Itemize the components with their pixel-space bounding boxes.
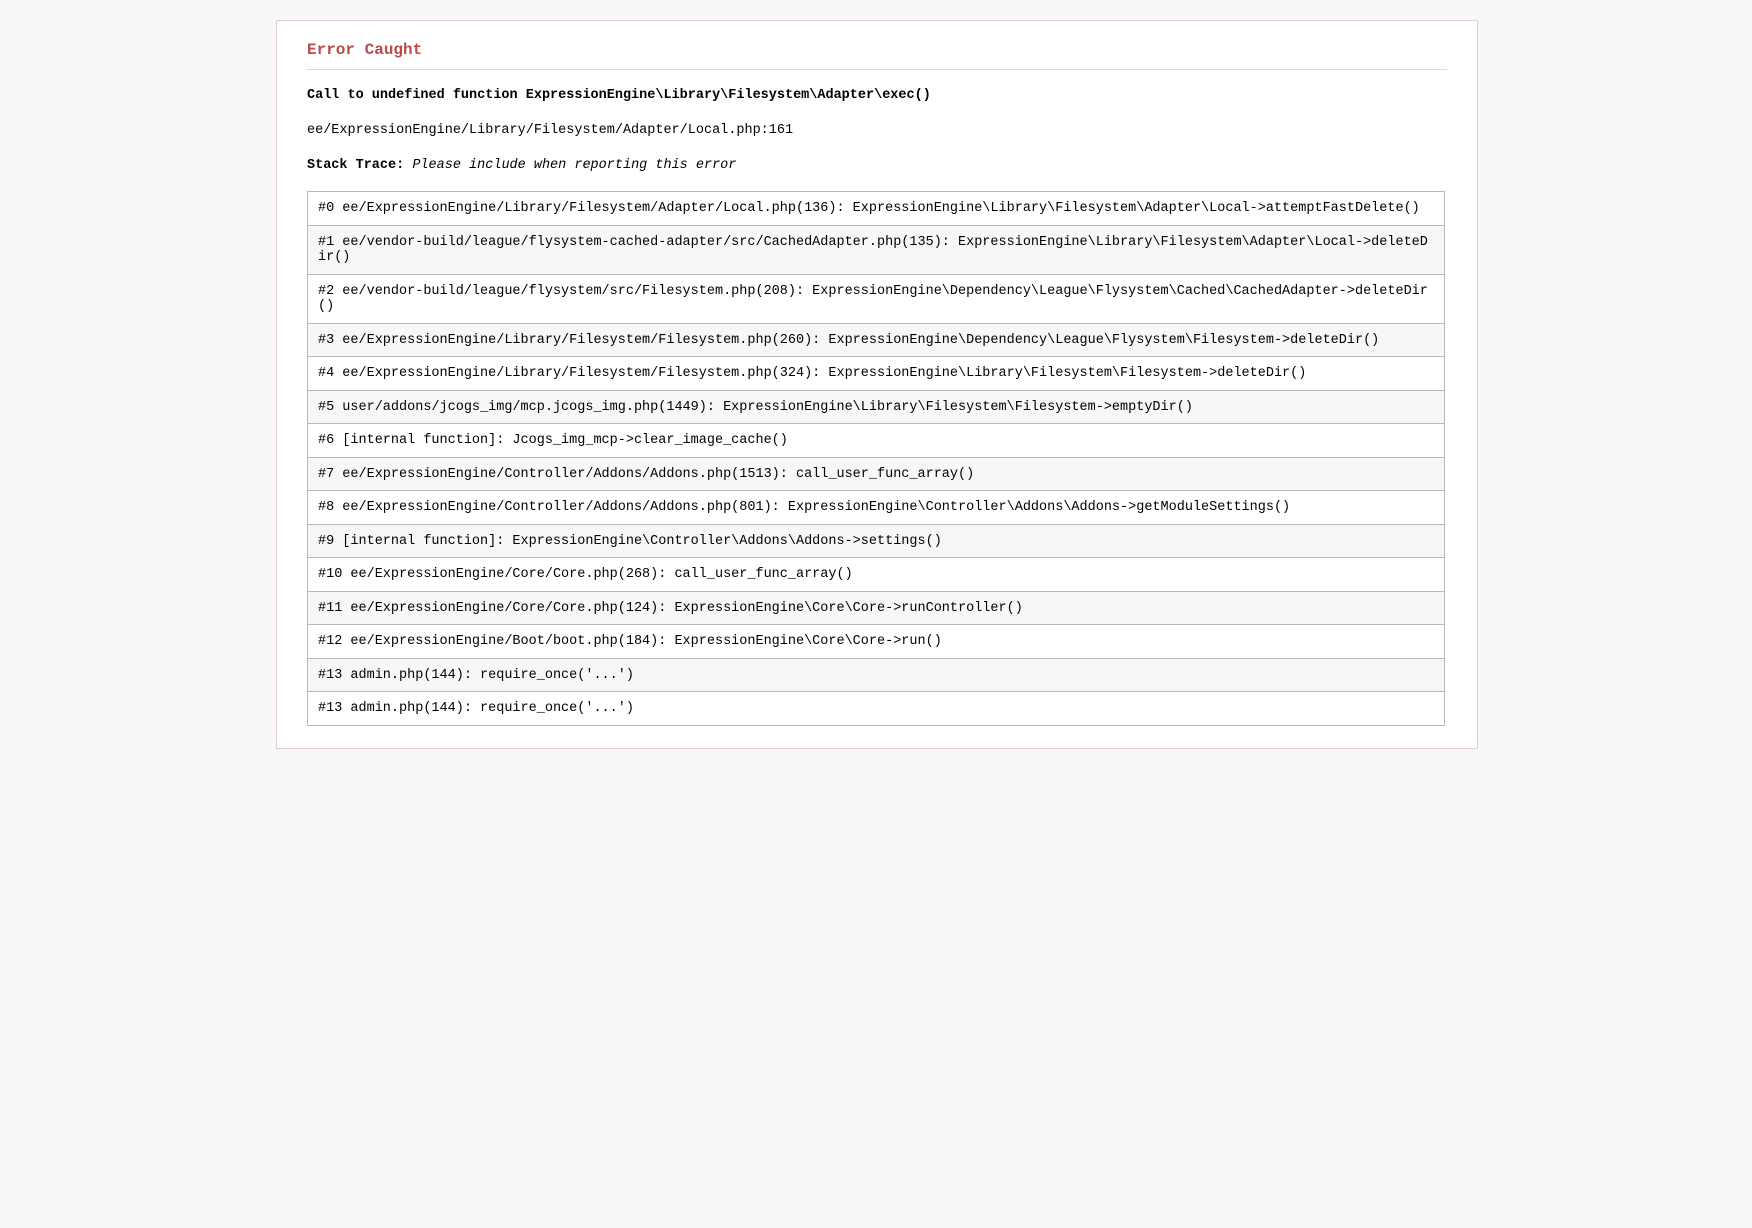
error-location: ee/ExpressionEngine/Library/Filesystem/Adapter/Local.php:161 <box>307 123 794 138</box>
stack-trace-row: #12 ee/ExpressionEngine/Boot/boot.php(184): ExpressionEngine\Core\Core->run() <box>308 624 1444 658</box>
stack-trace-row: #10 ee/ExpressionEngine/Core/Core.php(268): call_user_func_array() <box>308 557 1444 591</box>
stack-trace-row: #4 ee/ExpressionEngine/Library/Filesystem/Filesystem.php(324): ExpressionEngine\Library\Filesystem\Filesystem->deleteDir() <box>308 356 1444 390</box>
stack-trace-row: #0 ee/ExpressionEngine/Library/Filesystem/Adapter/Local.php(136): ExpressionEngine\Library\Filesystem\Adapter\Local->attemptFastDelete() <box>308 192 1444 225</box>
stack-trace-row: #5 user/addons/jcogs_img/mcp.jcogs_img.php(1449): ExpressionEngine\Library\Filesystem\Filesystem->emptyDir() <box>308 390 1444 424</box>
stack-trace-row: #3 ee/ExpressionEngine/Library/Filesystem/Filesystem.php(260): ExpressionEngine\Dependency\League\Flysystem\Filesystem->deleteDir() <box>308 323 1444 357</box>
stack-trace-row: #8 ee/ExpressionEngine/Controller/Addons/Addons.php(801): ExpressionEngine\Controller\Addons\Addons->getModuleSettings() <box>308 490 1444 524</box>
stack-trace-list <box>307 191 1445 726</box>
stack-trace-row: #13 admin.php(144): require_once('...') <box>308 658 1444 692</box>
stack-trace-row: #1 ee/vendor-build/league/flysystem-cached-adapter/src/CachedAdapter.php(135): ExpressionEngine\Library\Filesystem\Adapter\Local->deleteDir() <box>308 225 1444 274</box>
stack-trace-row: #7 ee/ExpressionEngine/Controller/Addons/Addons.php(1513): call_user_func_array() <box>308 457 1444 491</box>
stack-trace-heading <box>307 157 1447 175</box>
stack-trace-label: Stack Trace: <box>307 158 405 173</box>
stack-trace-row: #11 ee/ExpressionEngine/Core/Core.php(124): ExpressionEngine\Core\Core->runController() <box>308 591 1444 625</box>
stack-trace-row: #13 admin.php(144): require_once('...') <box>308 691 1444 725</box>
error-title: Error Caught <box>307 39 1447 70</box>
stack-trace-row: #9 [internal function]: ExpressionEngine\Controller\Addons\Addons->settings() <box>308 524 1444 558</box>
error-panel <box>276 20 1478 749</box>
stack-trace-note: Please include when reporting this error <box>412 158 737 173</box>
error-message: Call to undefined function ExpressionEngine\Library\Filesystem\Adapter\exec() <box>307 88 931 103</box>
stack-trace-row: #6 [internal function]: Jcogs_img_mcp->clear_image_cache() <box>308 423 1444 457</box>
stack-trace-row: #2 ee/vendor-build/league/flysystem/src/Filesystem.php(208): ExpressionEngine\Dependency\League\Flysystem\Cached\CachedAdapter->deleteDir() <box>308 274 1444 323</box>
